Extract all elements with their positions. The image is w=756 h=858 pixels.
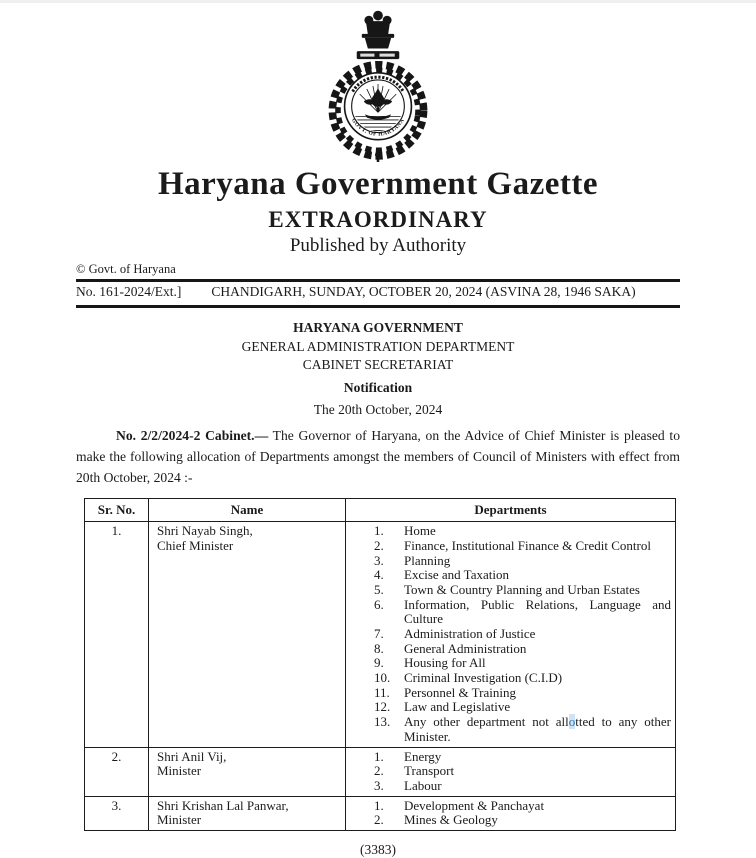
- issue-line: [76, 282, 680, 303]
- minister-name-line: Shri Krishan Lal Panwar,: [157, 797, 289, 813]
- dept-number: 1.: [374, 523, 384, 539]
- gazette-page: [0, 7, 756, 858]
- minister-name-cell: [149, 796, 346, 830]
- col-header-name: Name: [149, 499, 346, 522]
- minister-name-line: Minister: [157, 812, 202, 828]
- dept-item: [346, 700, 671, 715]
- dept-item: [346, 779, 671, 794]
- notification-paragraph: [76, 425, 680, 488]
- dept-item: [346, 671, 671, 686]
- minister-name-cell: [149, 522, 346, 747]
- ashoka-capital-icon: [357, 11, 400, 59]
- dept-item: [346, 568, 671, 583]
- page-top-edge: [0, 0, 756, 3]
- highlighted-char: o: [568, 714, 576, 730]
- dept-item: [346, 627, 671, 642]
- notification-date: The 20th October, 2024: [313, 402, 443, 417]
- dept-text: Town & Country Planning and Urban Estates: [404, 581, 640, 597]
- dept-text: Energy: [404, 748, 442, 764]
- dept-list: [346, 797, 675, 830]
- sr-no-cell: 1.: [85, 522, 149, 747]
- minister-name-line: Minister: [157, 763, 202, 779]
- dept-number: 9.: [374, 655, 384, 671]
- dept-number: 5.: [374, 581, 384, 597]
- dept-text: Development & Panchayat: [404, 797, 545, 813]
- dept-number: 11.: [374, 684, 390, 700]
- notification-headings: [76, 320, 680, 418]
- dept-list: [346, 748, 675, 796]
- page-number: (3383): [360, 841, 396, 857]
- dept-text: Excise and Taxation: [404, 567, 509, 583]
- dept-text: Administration of Justice: [404, 626, 536, 641]
- dept-number: 6.: [374, 596, 384, 612]
- dept-number: 10.: [374, 670, 391, 686]
- minister-name-line: Chief Minister: [157, 537, 234, 553]
- dept-number: 2.: [374, 812, 384, 828]
- dept-number: 1.: [374, 748, 384, 764]
- copyright-line: © Govt. of Haryana: [76, 262, 176, 276]
- allocation-table: [84, 498, 676, 831]
- heading-secretariat: CABINET SECRETARIAT: [302, 357, 454, 372]
- gazette-title: Haryana Government Gazette: [157, 166, 599, 202]
- dept-text: Law and Legislative: [404, 699, 511, 715]
- dept-number: 2.: [374, 763, 384, 779]
- dept-number: 7.: [374, 626, 384, 641]
- dept-item: [346, 686, 671, 701]
- dept-number: 13.: [374, 714, 391, 730]
- dept-item: [346, 642, 671, 657]
- authority-line: Published by Authority: [289, 235, 467, 256]
- dept-list: [346, 522, 675, 746]
- seal-lotus-scene: [354, 84, 403, 131]
- heading-department: GENERAL ADMINISTRATION DEPARTMENT: [241, 338, 515, 354]
- heading-notification: Notification: [343, 380, 413, 395]
- dept-text: Mines & Geology: [404, 812, 498, 828]
- dept-item: [346, 554, 671, 569]
- rule-bottom: [76, 305, 680, 308]
- table-row: [85, 747, 676, 796]
- dept-item: [346, 583, 671, 598]
- haryana-state-emblem: [318, 7, 438, 163]
- dept-text: Housing for All: [404, 655, 486, 671]
- dept-text: Finance, Institutional Finance & Credit Control: [404, 537, 651, 553]
- paragraph-lead: No. 2/2/2024-2 Cabinet.—: [116, 428, 269, 443]
- dept-text: Any other department not allotted to any other Minister.: [404, 714, 671, 744]
- dept-text: Personnel & Training: [404, 684, 516, 700]
- minister-name-line: Shri Anil Vij,: [157, 748, 227, 764]
- sr-no-cell: 3.: [85, 796, 149, 830]
- dept-text: Transport: [404, 763, 455, 779]
- dept-item: [346, 764, 671, 779]
- table-header-row: [85, 499, 676, 522]
- dept-item: [346, 813, 671, 828]
- dept-item: [346, 598, 671, 627]
- dept-item: [346, 715, 671, 744]
- dept-number: 1.: [374, 797, 384, 813]
- dept-number: 8.: [374, 640, 384, 656]
- table-row: [85, 522, 676, 747]
- dept-item: [346, 656, 671, 671]
- dept-text: Planning: [404, 552, 451, 568]
- col-header-sr-no: Sr. No.: [85, 499, 149, 522]
- dept-number: 4.: [374, 567, 384, 583]
- dept-number: 3.: [374, 777, 384, 793]
- dept-item: [346, 539, 671, 554]
- ministers-tbody: [85, 522, 676, 831]
- dept-text: Home: [404, 523, 436, 539]
- dept-item: [346, 524, 671, 539]
- emblem-motto-text: GOVT. OF HARYANA: [350, 117, 406, 138]
- dept-item: [346, 750, 671, 765]
- edition-label: EXTRAORDINARY: [268, 207, 488, 232]
- dept-text: Information, Public Relations, Language and Culture: [404, 596, 671, 627]
- minister-name-cell: [149, 747, 346, 796]
- col-header-departments: Departments: [346, 499, 676, 522]
- dept-text: General Administration: [404, 640, 527, 656]
- dept-number: 2.: [374, 537, 384, 553]
- issue-number: No. 161-2024/Ext.]: [76, 284, 182, 299]
- paragraph-body: The Governor of Haryana, on the Advice of Chief Minister is pleased to make the following allocation of Departments amongst the members of Council of Ministers with effect from 20th October, 2024 :-: [76, 428, 681, 486]
- table-row: [85, 796, 676, 830]
- dept-number: 3.: [374, 552, 384, 568]
- dept-item: [346, 799, 671, 814]
- minister-name-line: Shri Nayab Singh,: [157, 523, 253, 539]
- dept-text: Criminal Investigation (C.I.D): [404, 670, 563, 686]
- heading-government: HARYANA GOVERNMENT: [293, 320, 463, 335]
- dept-number: 12.: [374, 699, 391, 715]
- dept-text: Labour: [404, 777, 442, 793]
- issue-date: CHANDIGARH, SUNDAY, OCTOBER 20, 2024 (ASVINA 28, 1946 SAKA): [211, 284, 636, 299]
- sr-no-cell: 2.: [85, 747, 149, 796]
